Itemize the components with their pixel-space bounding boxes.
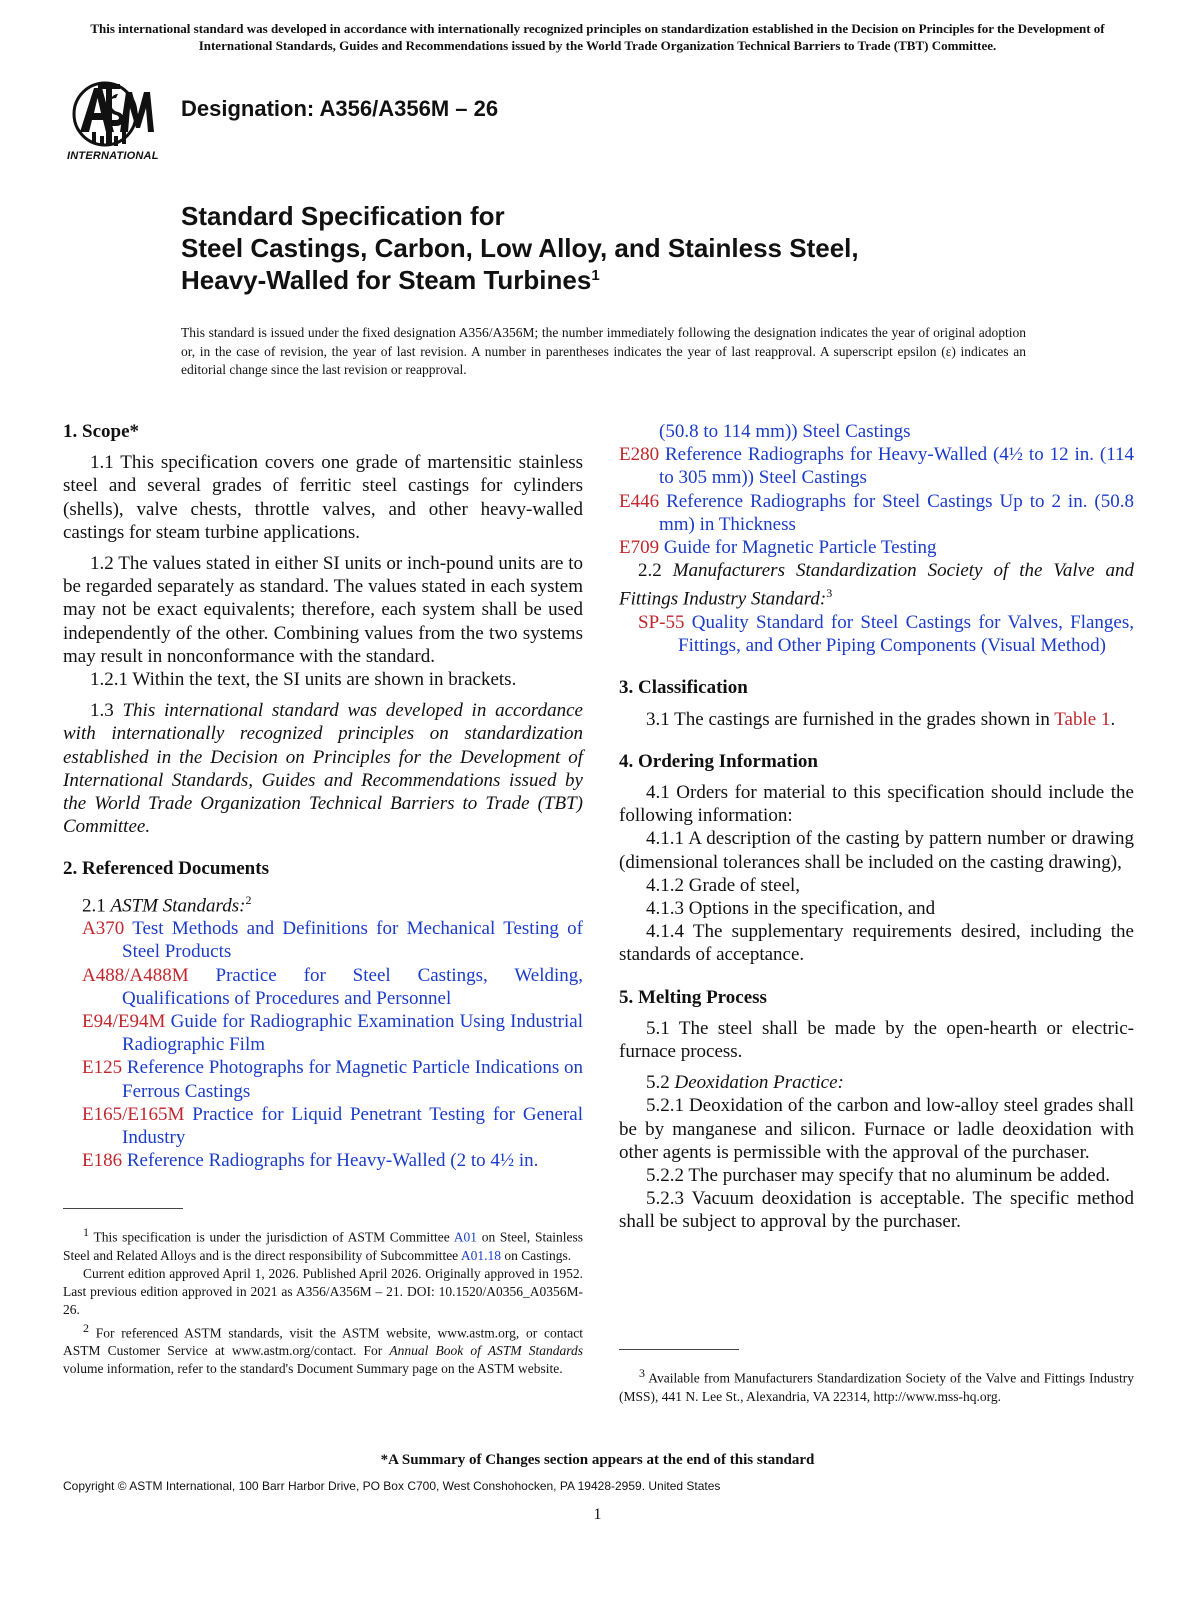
para-1-2: 1.2 The values stated in either SI units or inch-pound units are to be regarded separately as standard. The values stated in each system may not be exact equivalents; therefore, each system shall be used independently of the other. Combining values from the two systems may result in nonconformance with the standard. xyxy=(63,553,583,667)
ref-a370[interactable]: A370 Test Methods and Definitions for Mechanical Testing of Steel Products xyxy=(82,918,583,963)
ref-e186-continued[interactable]: (50.8 to 114 mm)) Steel Castings xyxy=(659,421,911,442)
right-column xyxy=(619,420,1134,1234)
table-1-link[interactable]: Table 1 xyxy=(1054,708,1111,730)
page-number: 1 xyxy=(593,1506,602,1523)
document-title xyxy=(181,200,1081,296)
para-3-1: 3.1 The castings are furnished in the grades shown in Table 1. xyxy=(646,708,1116,730)
para-4-1-2: 4.1.2 Grade of steel, xyxy=(646,874,801,896)
copyright: Copyright © ASTM International, 100 Barr Harbor Drive, PO Box C700, West Conshohocken, PA 19428-2959. United States xyxy=(63,1479,721,1493)
para-4-1-3: 4.1.3 Options in the specification, and xyxy=(646,897,936,919)
footnote-1: $^1$ This specification is under the jurisdiction of ASTM Committee A01 on Steel, Stainless Steel and Related Alloys and is the direct responsibility of Subcommittee A01.18 on Castings. xyxy=(63,1225,583,1263)
footnote-1-edition: Current edition approved April 1, 2026. Published April 2026. Originally approved in 1952. Last previous edition approved in 2021 as A356/A356M – 21. DOI: 10.1520/A0356_A0356M-26. xyxy=(63,1265,583,1317)
ref-sp-55[interactable]: SP-55 Quality Standard for Steel Castings for Valves, Flanges, Fittings, and Other Piping Components (Visual Method) xyxy=(638,611,1135,657)
section-heading-referenced-documents: 2. Referenced Documents xyxy=(63,858,269,880)
para-4-1-4: 4.1.4 The supplementary requirements desired, including the standards of acceptance. xyxy=(619,921,1134,966)
footnote-rule xyxy=(63,1208,183,1209)
footnote-2: $^2$ For referenced ASTM standards, visit the ASTM website, www.astm.org, or contact ASTM Customer Service at www.astm.org/contact. For Annual Book of ASTM Standards volume information, refer to the standard's Document Summary page on the ASTM website. xyxy=(63,1320,584,1376)
title-line-1: Standard Specification for xyxy=(181,201,505,231)
para-1-1: 1.1 This specification covers one grade of martensitic stainless steel and several grades of ferritic steel castings for cylinders (shells), valve chests, throttle valves, and other heavy-walled castings for steam turbine applications. xyxy=(63,452,583,543)
para-5-2: 5.2 Deoxidation Practice: xyxy=(646,1072,844,1094)
section-heading-scope: 1. Scope* xyxy=(63,421,139,442)
ref-e709[interactable]: E709 Guide for Magnetic Particle Testing xyxy=(619,537,937,559)
para-5-2-3: 5.2.3 Vacuum deoxidation is acceptable. The specific method shall be subject to approval by the purchaser. xyxy=(619,1188,1134,1233)
section-heading-ordering-information: 4. Ordering Information xyxy=(619,750,818,772)
para-1-3: 1.3 This international standard was developed in accordance with internationally recognized principles on standardization established in the Decision on Principles for the Development of International Standards, Guides and Recommendations issued by the World Trade Organization Technical Barriers to Trade (TBT) Committee. xyxy=(63,700,583,838)
para-2-2: 2.2 Manufacturers Standardization Society of the Valve and Fittings Industry Standard:$^3$ xyxy=(619,560,1135,610)
designation: Designation: A356/A356M – 26 xyxy=(181,96,499,121)
section-heading-melting-process: 5. Melting Process xyxy=(619,986,767,1008)
ref-e125[interactable]: E125 Reference Photographs for Magnetic Particle Indications on Ferrous Castings xyxy=(82,1057,583,1102)
para-4-1-1: 4.1.1 A description of the casting by pattern number or drawing (dimensional tolerances shall be included on the casting drawing), xyxy=(619,828,1134,873)
ref-e186[interactable]: E186 Reference Radiographs for Heavy-Walled (2 to 4½ in. xyxy=(82,1150,539,1172)
section-heading-classification: 3. Classification xyxy=(619,677,748,699)
para-2-1: 2.1 ASTM Standards:$^2$ xyxy=(82,892,252,916)
issue-notice: This standard is issued under the fixed designation A356/A356M; the number immediately following the designation indicates the year of original adoption or, in the case of revision, the year of last revision. A number in parentheses indicates the year of last reapproval. A superscript epsilon (ε) indicates an editorial change since the last revision or reapproval. xyxy=(181,325,1026,377)
title-line-3: Heavy-Walled for Steam Turbines xyxy=(181,265,592,295)
ref-e446[interactable]: E446 Reference Radiographs for Steel Castings Up to 2 in. (50.8 mm) in Thickness xyxy=(619,490,1135,535)
para-5-2-1: 5.2.1 Deoxidation of the carbon and low-alloy steel grades shall be by manganese and silicon. Furnace or ladle deoxidation with other agents is permissible with the approval of the purchaser. xyxy=(619,1095,1134,1163)
para-1-2-1: 1.2.1 Within the text, the SI units are shown in brackets. xyxy=(90,669,517,691)
left-column xyxy=(63,420,583,1172)
title-line-2: Steel Castings, Carbon, Low Alloy, and Stainless Steel, xyxy=(181,233,859,263)
ref-e280[interactable]: E280 Reference Radiographs for Heavy-Walled (4½ to 12 in. (114 to 305 mm)) Steel Castings xyxy=(619,444,1134,489)
footnote-rule xyxy=(619,1349,739,1350)
para-5-1: 5.1 The steel shall be made by the open-hearth or electric-furnace process. xyxy=(619,1017,1134,1062)
para-4-1: 4.1 Orders for material to this specification should include the following information: xyxy=(619,781,1134,827)
footnotes-left xyxy=(63,1208,583,1378)
title-footnote-ref[interactable]: 1 xyxy=(591,267,600,284)
summary-of-changes-note: *A Summary of Changes section appears at the end of this standard xyxy=(380,1452,815,1468)
top-notice: This international standard was developed in accordance with internationally recognized principles on standardization established in the Decision on Principles for the Development of International Standards, Guides and Recommendations issued by the World Trade Organization Technical Barriers to Trade (TBT) Committee. xyxy=(90,21,1105,53)
footnote-3: $^3$ Available from Manufacturers Standardization Society of the Valve and Fittings Industry (MSS), 441 N. Lee St., Alexandria, VA 22314, http://www.mss-hq.org. xyxy=(619,1366,1134,1404)
footnotes-right xyxy=(619,1349,1134,1406)
ref-e165[interactable]: E165/E165M Practice for Liquid Penetrant Testing for General Industry xyxy=(82,1103,584,1149)
ref-e94[interactable]: E94/E94M Guide for Radiographic Examination Using Industrial Radiographic Film xyxy=(82,1011,584,1056)
para-5-2-2: 5.2.2 The purchaser may specify that no aluminum be added. xyxy=(646,1165,1110,1187)
ref-a488[interactable]: A488/A488M Practice for Steel Castings, Welding, Qualifications of Procedures and Personnel xyxy=(82,964,583,1009)
logo-international-text: INTERNATIONAL xyxy=(67,150,159,162)
